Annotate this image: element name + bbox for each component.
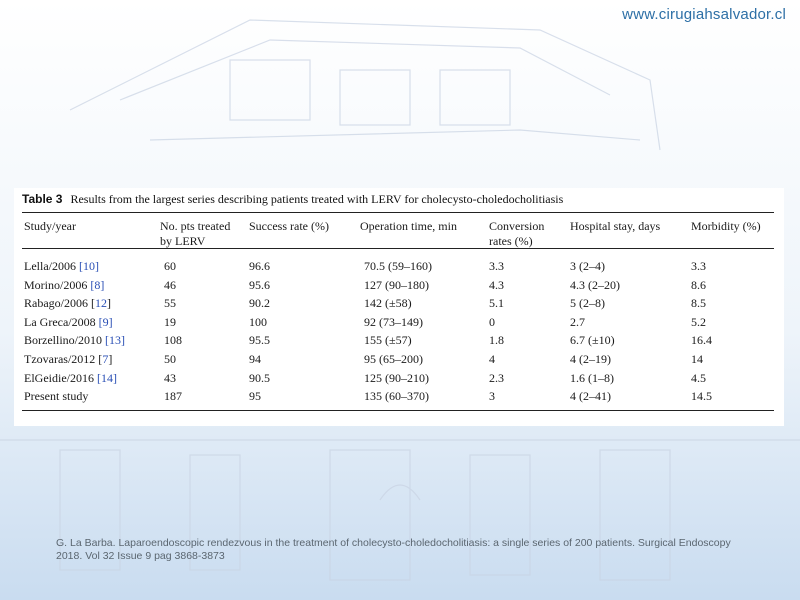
study-cell — [22, 276, 158, 295]
study-name: Rabago/2006 [ — [24, 296, 95, 311]
morbidity-cell: 14.5 — [691, 389, 712, 404]
morbidity-cell: 5.2 — [691, 314, 706, 329]
conversion-rate-cell: 3.3 — [489, 259, 504, 273]
patients-cell: 187 — [164, 389, 182, 404]
table-row — [22, 331, 774, 350]
morbidity-cell: 3.3 — [691, 259, 706, 273]
conversion-rate-cell: 2.3 — [489, 370, 504, 385]
column-header: Operation time, min — [360, 219, 457, 233]
success-rate-cell: 90.5 — [249, 370, 270, 385]
success-rate-cell: 94 — [249, 351, 261, 366]
study-name: Tzovaras/2012 [ — [24, 351, 103, 366]
table-body — [22, 251, 774, 406]
operation-time-cell: 127 (90–180) — [364, 277, 429, 292]
patients-cell: 46 — [164, 277, 176, 292]
study-name: ElGeidie/2016 — [24, 370, 97, 385]
table-row — [22, 276, 774, 295]
reference-link[interactable]: [13] — [105, 333, 125, 348]
reference-bracket: ] — [108, 351, 113, 366]
conversion-rate-cell: 4 — [489, 351, 495, 366]
reference-link[interactable]: [14] — [96, 370, 117, 385]
patients-cell: 50 — [164, 351, 176, 366]
success-rate-cell: 96.6 — [249, 259, 270, 273]
column-header: Morbidity (%) — [691, 219, 761, 233]
hospital-stay-cell: 4 (2–19) — [570, 351, 611, 366]
conversion-rate-cell: 0 — [489, 314, 495, 329]
column-header: Conversion rates (%) — [489, 219, 545, 248]
conversion-rate-cell: 5.1 — [489, 296, 504, 311]
success-rate-cell: 90.2 — [249, 296, 270, 311]
conversion-rate-cell: 3 — [489, 389, 495, 404]
column-header: Hospital stay, days — [570, 219, 661, 233]
results-table-card — [14, 188, 784, 426]
study-cell — [22, 313, 158, 332]
operation-time-cell: 155 (±57) — [364, 333, 412, 348]
table-row — [22, 350, 774, 369]
operation-time-cell: 125 (90–210) — [364, 370, 429, 385]
patients-cell: 108 — [164, 333, 182, 348]
study-name: Morino/2006 — [24, 277, 91, 292]
hospital-stay-cell: 4 (2–41) — [570, 389, 611, 404]
table-row — [22, 313, 774, 332]
conversion-rate-cell: 4.3 — [489, 277, 504, 292]
study-cell — [22, 331, 158, 350]
table-row — [22, 369, 774, 388]
patients-cell: 55 — [164, 296, 176, 311]
column-header: No. pts treated by LERV — [160, 219, 231, 248]
reference-link[interactable]: 12 — [95, 296, 107, 311]
study-cell — [22, 369, 158, 388]
reference-bracket: ] — [107, 296, 111, 311]
site-url: www.cirugiahsalvador.cl — [622, 6, 786, 23]
hospital-stay-cell: 6.7 (±10) — [570, 333, 615, 348]
column-header: Success rate (%) — [249, 219, 329, 233]
success-rate-cell: 95.5 — [249, 333, 270, 348]
table-top-rule — [22, 212, 774, 213]
study-name: La Greca/2008 — [24, 314, 99, 329]
table-row — [22, 387, 774, 406]
morbidity-cell: 14 — [691, 351, 703, 366]
study-cell — [22, 251, 158, 276]
success-rate-cell: 95 — [249, 389, 261, 404]
conversion-rate-cell: 1.8 — [489, 333, 504, 348]
column-header: Study/year — [24, 219, 76, 233]
patients-cell: 19 — [164, 314, 176, 329]
morbidity-cell: 4.5 — [691, 370, 706, 385]
reference-link[interactable]: [8] — [90, 277, 105, 292]
hospital-stay-cell: 2.7 — [570, 314, 585, 329]
operation-time-cell: 70.5 (59–160) — [364, 259, 432, 273]
study-cell — [22, 294, 158, 313]
morbidity-cell: 8.6 — [691, 277, 706, 292]
reference-link[interactable]: [9] — [98, 314, 113, 329]
patients-cell: 43 — [164, 370, 176, 385]
operation-time-cell: 95 (65–200) — [364, 351, 423, 366]
table-bottom-rule — [22, 410, 774, 411]
study-cell — [22, 387, 158, 406]
results-table — [22, 216, 774, 406]
study-name: Borzellino/2010 — [24, 333, 105, 348]
hospital-stay-cell: 5 (2–8) — [570, 296, 605, 311]
hospital-stay-cell: 4.3 (2–20) — [570, 277, 620, 292]
table-header-row — [22, 216, 774, 251]
reference-link[interactable]: 7 — [102, 351, 109, 366]
reference-link[interactable]: [10] — [78, 259, 99, 273]
morbidity-cell: 16.4 — [691, 333, 712, 348]
morbidity-cell: 8.5 — [691, 296, 706, 311]
operation-time-cell: 142 (±58) — [364, 296, 412, 311]
table-caption — [22, 192, 563, 207]
success-rate-cell: 95.6 — [249, 277, 270, 292]
source-citation: G. La Barba. Laparoendoscopic rendezvous in the treatment of cholecysto-choledocholitiasis: a single series of 200 patients. Surgical Endoscopy 2018. Vol 32 Issue 9 pag 3868-3873 — [56, 537, 731, 562]
table-caption-label: Table 3 — [22, 192, 63, 206]
hospital-stay-cell: 3 (2–4) — [570, 259, 605, 273]
operation-time-cell: 135 (60–370) — [364, 389, 429, 404]
study-cell — [22, 350, 158, 369]
hospital-stay-cell: 1.6 (1–8) — [570, 370, 614, 385]
table-row — [22, 251, 774, 276]
table-row — [22, 294, 774, 313]
patients-cell: 60 — [164, 259, 176, 273]
study-name: Lella/2006 — [24, 259, 79, 273]
operation-time-cell: 92 (73–149) — [364, 314, 423, 329]
table-caption-text: Results from the largest series describing patients treated with LERV for cholecysto-choledocholitiasis — [70, 192, 564, 206]
study-name: Present study — [24, 389, 89, 404]
success-rate-cell: 100 — [249, 314, 267, 329]
